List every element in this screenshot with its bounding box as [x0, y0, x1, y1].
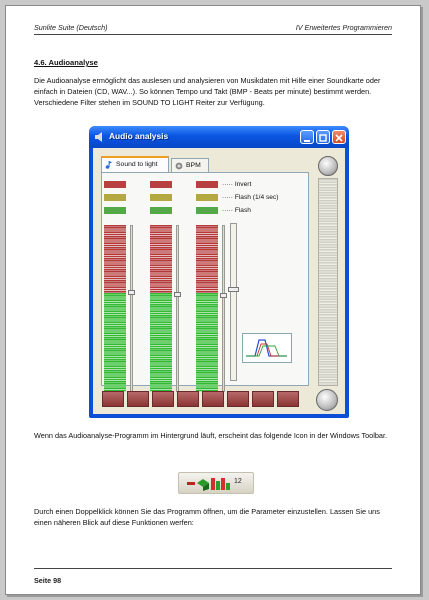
paragraph-intro: Die Audioanalyse ermöglicht das auslesen und analysieren von Musikdaten mit Hilfe einer Soundkarte oder einfach in Dateien (CD, WAV...). So können Tempo und Takt (BMP - Beats per minute) bestimmt werden. Verschiedene Filter stehen im SOUND TO LIGHT Reiter zur Verfügung.: [34, 76, 381, 107]
level-meter: [196, 225, 218, 392]
filter-curve-display: [242, 333, 292, 363]
header-rule: [34, 34, 392, 35]
header-right: IV Erweitertes Programmieren: [295, 23, 392, 32]
section-title: 4.6. Audioanalyse: [34, 58, 98, 67]
page-number: Seite 98: [34, 576, 62, 585]
invert-led[interactable]: [104, 181, 126, 188]
filter-curve-icon: [243, 334, 291, 362]
music-note-icon: [105, 161, 113, 169]
tab-bpm-label: BPM: [186, 162, 201, 169]
window-client-area: [93, 148, 345, 414]
invert-led[interactable]: [150, 181, 172, 188]
tab-sound-to-light[interactable]: [101, 156, 169, 172]
gain-knob[interactable]: [316, 389, 338, 411]
maximize-button[interactable]: [316, 130, 330, 144]
paragraph-background: Wenn das Audioanalyse-Programm im Hintergrund läuft, erscheint das folgende Icon in der Windows Toolbar.: [34, 431, 388, 440]
paragraph-doubleclick: Durch einen Doppelklick können Sie das Programm öffnen, um die Parameter einzustellen. Lassen Sie uns einen näheren Blick auf diese Funktionen werfen:: [34, 507, 380, 527]
channel-button[interactable]: [152, 391, 174, 407]
tab-sound-to-light-label: Sound to light: [116, 161, 158, 168]
flash-led[interactable]: [150, 207, 172, 214]
threshold-slider-track[interactable]: [176, 225, 179, 392]
minimize-button[interactable]: [300, 130, 314, 144]
frequency-slider-knob[interactable]: [228, 287, 239, 292]
footer-rule: [34, 568, 392, 569]
window-title: Audio analysis: [109, 131, 169, 141]
audio-analysis-window: [89, 126, 349, 418]
tab-bpm[interactable]: [171, 158, 209, 172]
flash-led[interactable]: [104, 207, 126, 214]
threshold-slider-track[interactable]: [222, 225, 225, 392]
channel-button[interactable]: [202, 391, 224, 407]
speaker-icon: [95, 132, 104, 142]
document-page: [5, 5, 421, 595]
sound-to-light-panel: [101, 172, 309, 386]
header-left: Sunlite Suite (Deutsch): [34, 23, 108, 32]
channel-button[interactable]: [227, 391, 249, 407]
level-meter: [104, 225, 126, 392]
invert-led[interactable]: [196, 181, 218, 188]
level-meter: [150, 225, 172, 392]
channel-button[interactable]: [277, 391, 299, 407]
flash-led[interactable]: [196, 207, 218, 214]
flash-quarter-led[interactable]: [150, 194, 172, 201]
channel-button[interactable]: [177, 391, 199, 407]
close-button[interactable]: [332, 130, 346, 144]
threshold-slider-knob[interactable]: [128, 290, 135, 295]
flash-quarter-led[interactable]: [104, 194, 126, 201]
windows-toolbar-tray: [178, 472, 254, 494]
filter-flash-quarter-label: ····· Flash (1/4 sec): [222, 194, 279, 201]
threshold-slider-knob[interactable]: [220, 293, 227, 298]
channel-button[interactable]: [252, 391, 274, 407]
filter-flash-label: ····· Flash: [222, 207, 251, 214]
threshold-slider-knob[interactable]: [174, 292, 181, 297]
filter-invert-label: ····· Invert: [222, 181, 252, 188]
channel-button[interactable]: [102, 391, 124, 407]
frequency-slider-track[interactable]: [230, 223, 237, 381]
metronome-icon: [175, 162, 183, 170]
channel-button[interactable]: [127, 391, 149, 407]
power-knob[interactable]: [318, 156, 338, 176]
tray-clock: 12: [234, 478, 242, 485]
flash-quarter-led[interactable]: [196, 194, 218, 201]
threshold-slider-track[interactable]: [130, 225, 133, 392]
output-vu-meter: [318, 178, 338, 386]
window-title-bar: [89, 126, 349, 148]
audio-analysis-tray-icon[interactable]: [187, 477, 231, 491]
